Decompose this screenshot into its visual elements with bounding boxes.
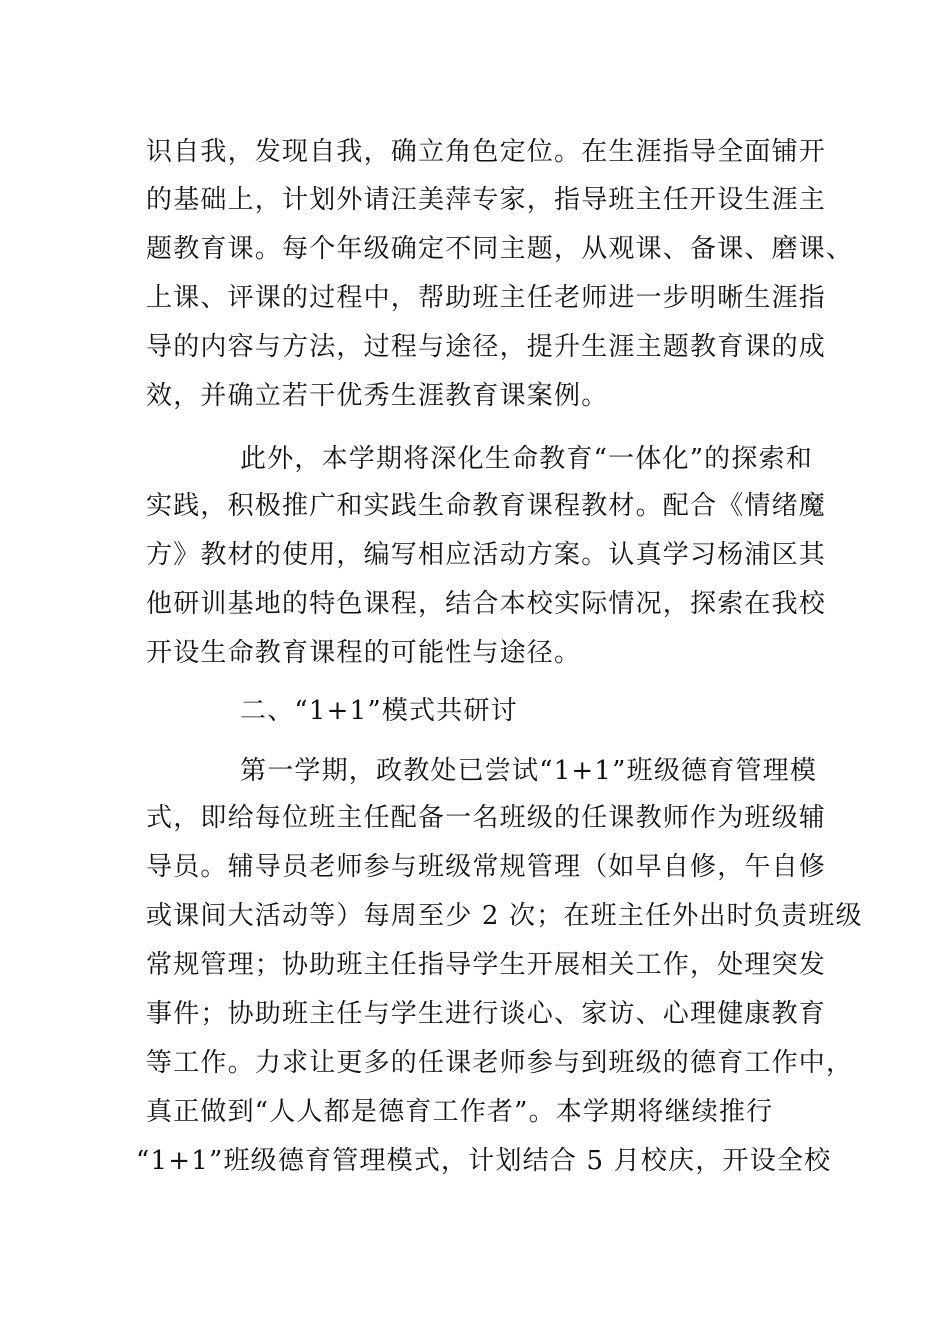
paragraph-line: 上课、评课的过程中，帮助班主任老师进一步明晰生涯指 — [146, 283, 827, 313]
paragraph-line: 等工作。力求让更多的任课老师参与到班级的德育工作中， — [146, 1048, 854, 1078]
paragraph-line: 式，即给每位班主任配备一名班级的任课教师作为班级辅 — [146, 803, 827, 833]
paragraph-line: 真正做到“人人都是德育工作者”。本学期将继续推行 — [146, 1097, 774, 1127]
paragraph-line: 导员。辅导员老师参与班级常规管理（如早自修，午自修 — [146, 852, 827, 882]
paragraph-line: 常规管理；协助班主任指导学生开展相关工作，处理突发 — [146, 950, 827, 980]
paragraph-line: 方》教材的使用，编写相应活动方案。认真学习杨浦区其 — [146, 540, 827, 570]
paragraph-line: 第一学期，政教处已尝试“1+1”班级德育管理模 — [240, 756, 818, 786]
paragraph-line: 的基础上，计划外请汪美萍专家，指导班主任开设生涯主 — [146, 185, 827, 215]
paragraph-line: 效，并确立若干优秀生涯教育课案例。 — [146, 381, 609, 411]
paragraph-line: 导的内容与方法，过程与途径，提升生涯主题教育课的成 — [146, 332, 827, 362]
paragraph-line: 实践，积极推广和实践生命教育课程教材。配合《情绪魔 — [146, 491, 827, 521]
paragraph-line: 识自我，发现自我，确立角色定位。在生涯指导全面铺开 — [146, 137, 827, 167]
paragraph-line: 事件；协助班主任与学生进行谈心、家访、心理健康教育 — [146, 999, 827, 1029]
paragraph-line: 他研训基地的特色课程，结合本校实际情况，探索在我校 — [146, 589, 827, 619]
paragraph-line: 题教育课。每个年级确定不同主题，从观课、备课、磨课、 — [146, 234, 854, 264]
paragraph-line: “1+1”班级德育管理模式，计划结合 5 月校庆，开设全校 — [136, 1146, 832, 1176]
paragraph-line: 或课间大活动等）每周至少 2 次；在班主任外出时负责班级 — [146, 901, 863, 931]
paragraph-line: 此外，本学期将深化生命教育“一体化”的探索和 — [240, 444, 813, 474]
paragraph-line: 开设生命教育课程的可能性与途径。 — [146, 638, 582, 668]
section-heading: 二、“1+1”模式共研讨 — [240, 696, 518, 726]
